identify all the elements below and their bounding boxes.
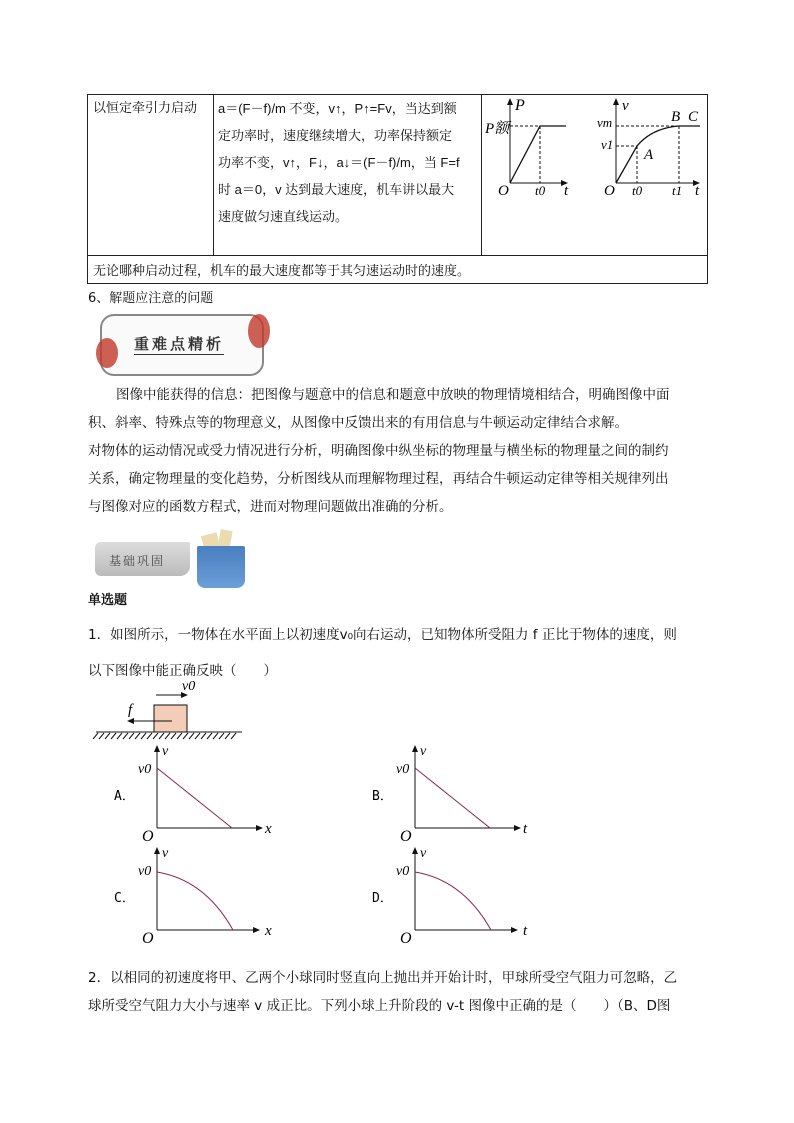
para-line: 积、斜率、特殊点等的物理意义，从图像中反馈出来的有用信息与牛顿运动定律结合求解。 bbox=[88, 415, 628, 431]
summary-row: 无论哪种启动过程，机车的最大速度都等于其匀速运动时的速度。 bbox=[88, 256, 708, 284]
option-a[interactable] bbox=[110, 743, 290, 847]
banner-key-points bbox=[100, 314, 264, 376]
banner-title: 重难点精析 bbox=[134, 335, 225, 353]
option-graph bbox=[368, 845, 548, 945]
q1-line: 以下图像中能正确反映（ ） bbox=[88, 663, 277, 679]
label-v0: v0 bbox=[138, 864, 152, 879]
label-t0: t0 bbox=[535, 183, 546, 195]
koi-fish-icon bbox=[96, 338, 118, 368]
label-origin: O bbox=[604, 183, 615, 195]
power-and-velocity-graphs bbox=[482, 95, 706, 195]
label-v0: v0 bbox=[396, 864, 410, 879]
label-t1: t1 bbox=[672, 183, 683, 195]
label-origin: O bbox=[142, 930, 154, 945]
q1-line: 1．如图所示，一物体在水平面上以初速度v₀向右运动，已知物体所受阻力 f 正比于物体的速度，则 bbox=[88, 627, 677, 643]
label-c: C bbox=[688, 109, 699, 125]
paragraph bbox=[88, 381, 670, 521]
label-x-axis: t bbox=[523, 821, 528, 837]
label-origin: O bbox=[142, 828, 154, 843]
banner-title: 基础巩固 bbox=[109, 554, 166, 568]
label-v: v bbox=[162, 846, 169, 861]
desc-line: 速度做匀速直线运动。 bbox=[218, 209, 349, 224]
bucket-icon bbox=[197, 546, 245, 588]
question-2 bbox=[88, 964, 677, 1020]
label-vm: vm bbox=[597, 115, 613, 130]
label-v: v bbox=[420, 744, 427, 759]
question-type: 单选题 bbox=[88, 593, 128, 608]
option-label: D． bbox=[372, 891, 393, 906]
desc-line: 功率不变，v↑，F↓，a↓＝(F－f)/m，当 F=f bbox=[218, 155, 460, 170]
banner-basics bbox=[95, 528, 245, 584]
label-t0: t0 bbox=[632, 183, 643, 195]
label-v: v bbox=[162, 744, 169, 759]
label-v0: v0 bbox=[182, 679, 196, 694]
label-p-rated: P额 bbox=[485, 121, 510, 137]
label-t: t bbox=[564, 183, 569, 195]
para-line: 关系，确定物理量的变化趋势，分析图线从而理解物理过程，再结合牛顿运动定律等相关规律列出 bbox=[88, 471, 669, 487]
label-v: v bbox=[622, 98, 629, 114]
label-p: P bbox=[515, 97, 525, 114]
label-v: v bbox=[420, 846, 427, 861]
label-origin: O bbox=[400, 828, 412, 843]
desc-line: a＝(F－f)/m 不变，v↑，P↑=Fv，当达到额 bbox=[218, 101, 457, 116]
label-origin: O bbox=[498, 183, 509, 195]
q2-line: 球所受空气阻力大小与速率 v 成正比。下列小球上升阶段的 v-t 图像中正确的是（ ）（B、D图 bbox=[88, 998, 671, 1014]
section-heading: 6、解题应注意的问题 bbox=[88, 291, 214, 306]
method-cell: 以恒定牵引力启动 bbox=[88, 95, 214, 256]
option-b[interactable] bbox=[368, 743, 548, 847]
power-time-graph bbox=[484, 97, 569, 195]
desc-line: 定功率时，速度继续增大，功率保持额定 bbox=[218, 128, 453, 143]
label-t: t bbox=[695, 183, 700, 195]
koi-fish-icon bbox=[248, 314, 270, 348]
option-d[interactable] bbox=[368, 845, 548, 949]
option-label: B． bbox=[372, 789, 393, 804]
label-x-axis: x bbox=[265, 923, 272, 939]
description-cell bbox=[214, 95, 482, 256]
q2-line: 2．以相同的初速度将甲、乙两个小球同时竖直向上抛出并开始计时，甲球所受空气阻力可忽略，乙 bbox=[88, 970, 678, 986]
label-a: A bbox=[644, 147, 654, 163]
para-line: 与图像对应的函数方程式，进而对物理问题做出准确的分析。 bbox=[88, 499, 453, 515]
graph-cell bbox=[482, 95, 708, 256]
para-line: 图像中能获得的信息：把图像与题意中的信息和题意中放映的物理情境相结合，明确图像中面 bbox=[116, 387, 670, 403]
block-figure bbox=[92, 676, 252, 740]
option-label: A． bbox=[114, 789, 135, 804]
desc-line: 时 a＝0，v 达到最大速度，机车讲以最大 bbox=[218, 182, 455, 197]
option-graph bbox=[368, 743, 548, 843]
ground-hatch bbox=[93, 733, 236, 739]
velocity-time-graph bbox=[597, 98, 700, 195]
label-v0: v0 bbox=[396, 762, 410, 777]
startup-table bbox=[87, 94, 708, 284]
option-graph bbox=[110, 743, 290, 843]
para-line: 对物体的运动情况或受力情况进行分析，明确图像中纵坐标的物理量与横坐标的物理量之间的制约 bbox=[88, 443, 669, 459]
option-graph bbox=[110, 845, 290, 945]
option-c[interactable] bbox=[110, 845, 290, 949]
label-b: B bbox=[671, 109, 681, 125]
label-v0: v0 bbox=[138, 762, 152, 777]
label-f: f bbox=[128, 702, 133, 718]
label-origin: O bbox=[400, 930, 412, 945]
block bbox=[154, 705, 187, 732]
option-label: C． bbox=[114, 891, 135, 906]
label-x-axis: x bbox=[265, 821, 272, 837]
label-x-axis: t bbox=[523, 923, 528, 939]
label-v1: v1 bbox=[601, 137, 614, 152]
